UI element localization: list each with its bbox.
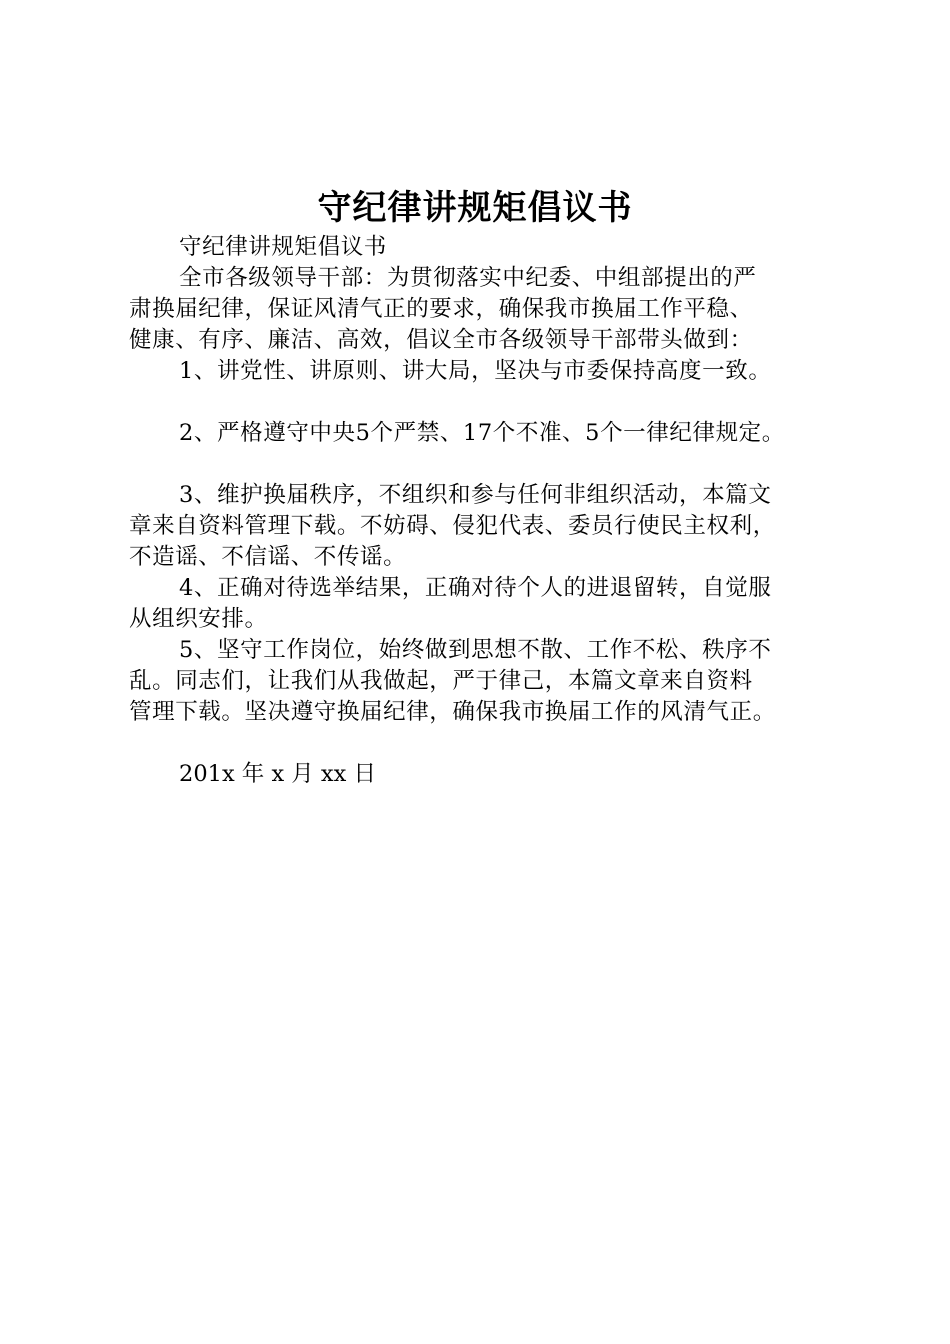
paragraph-gap <box>129 449 839 480</box>
intro-line-3: 健康、有序、廉洁、高效，倡议全市各级领导干部带头做到： <box>129 327 753 353</box>
document-body <box>129 232 839 790</box>
item-5-line-2: 乱。同志们，让我们从我做起，严于律己，本篇文章来自资料 <box>129 668 753 694</box>
item-5-line-1: 5、坚守工作岗位，始终做到思想不散、工作不松、秩序不 <box>179 637 772 663</box>
item-3-line-1: 3、维护换届秩序，不组织和参与任何非组织活动，本篇文 <box>179 482 772 508</box>
document-subtitle: 守纪律讲规矩倡议书 <box>179 234 387 260</box>
document-date: 201x 年 x 月 xx 日 <box>179 761 376 787</box>
intro-line-2: 肃换届纪律，保证风清气正的要求，确保我市换届工作平稳、 <box>129 296 753 322</box>
item-3-line-3: 不造谣、不信谣、不传谣。 <box>129 544 407 570</box>
document-title: 守纪律讲规矩倡议书 <box>317 188 633 228</box>
item-4-line-2: 从组织安排。 <box>129 606 268 632</box>
paragraph-gap <box>129 387 839 418</box>
paragraph-gap <box>129 728 839 759</box>
item-4-line-1: 4、正确对待选举结果，正确对待个人的进退留转，自觉服 <box>179 575 772 601</box>
intro-line-1: 全市各级领导干部：为贯彻落实中纪委、中组部提出的严 <box>179 265 757 291</box>
item-3-line-2: 章来自资料管理下载。不妨碍、侵犯代表、委员行使民主权利， <box>129 513 776 539</box>
item-2: 2、严格遵守中央5个严禁、17个不准、5个一律纪律规定。 <box>179 420 785 446</box>
item-5-line-3: 管理下载。坚决遵守换届纪律，确保我市换届工作的风清气正。 <box>129 699 776 725</box>
item-1: 1、讲党性、讲原则、讲大局，坚决与市委保持高度一致。 <box>179 358 772 384</box>
